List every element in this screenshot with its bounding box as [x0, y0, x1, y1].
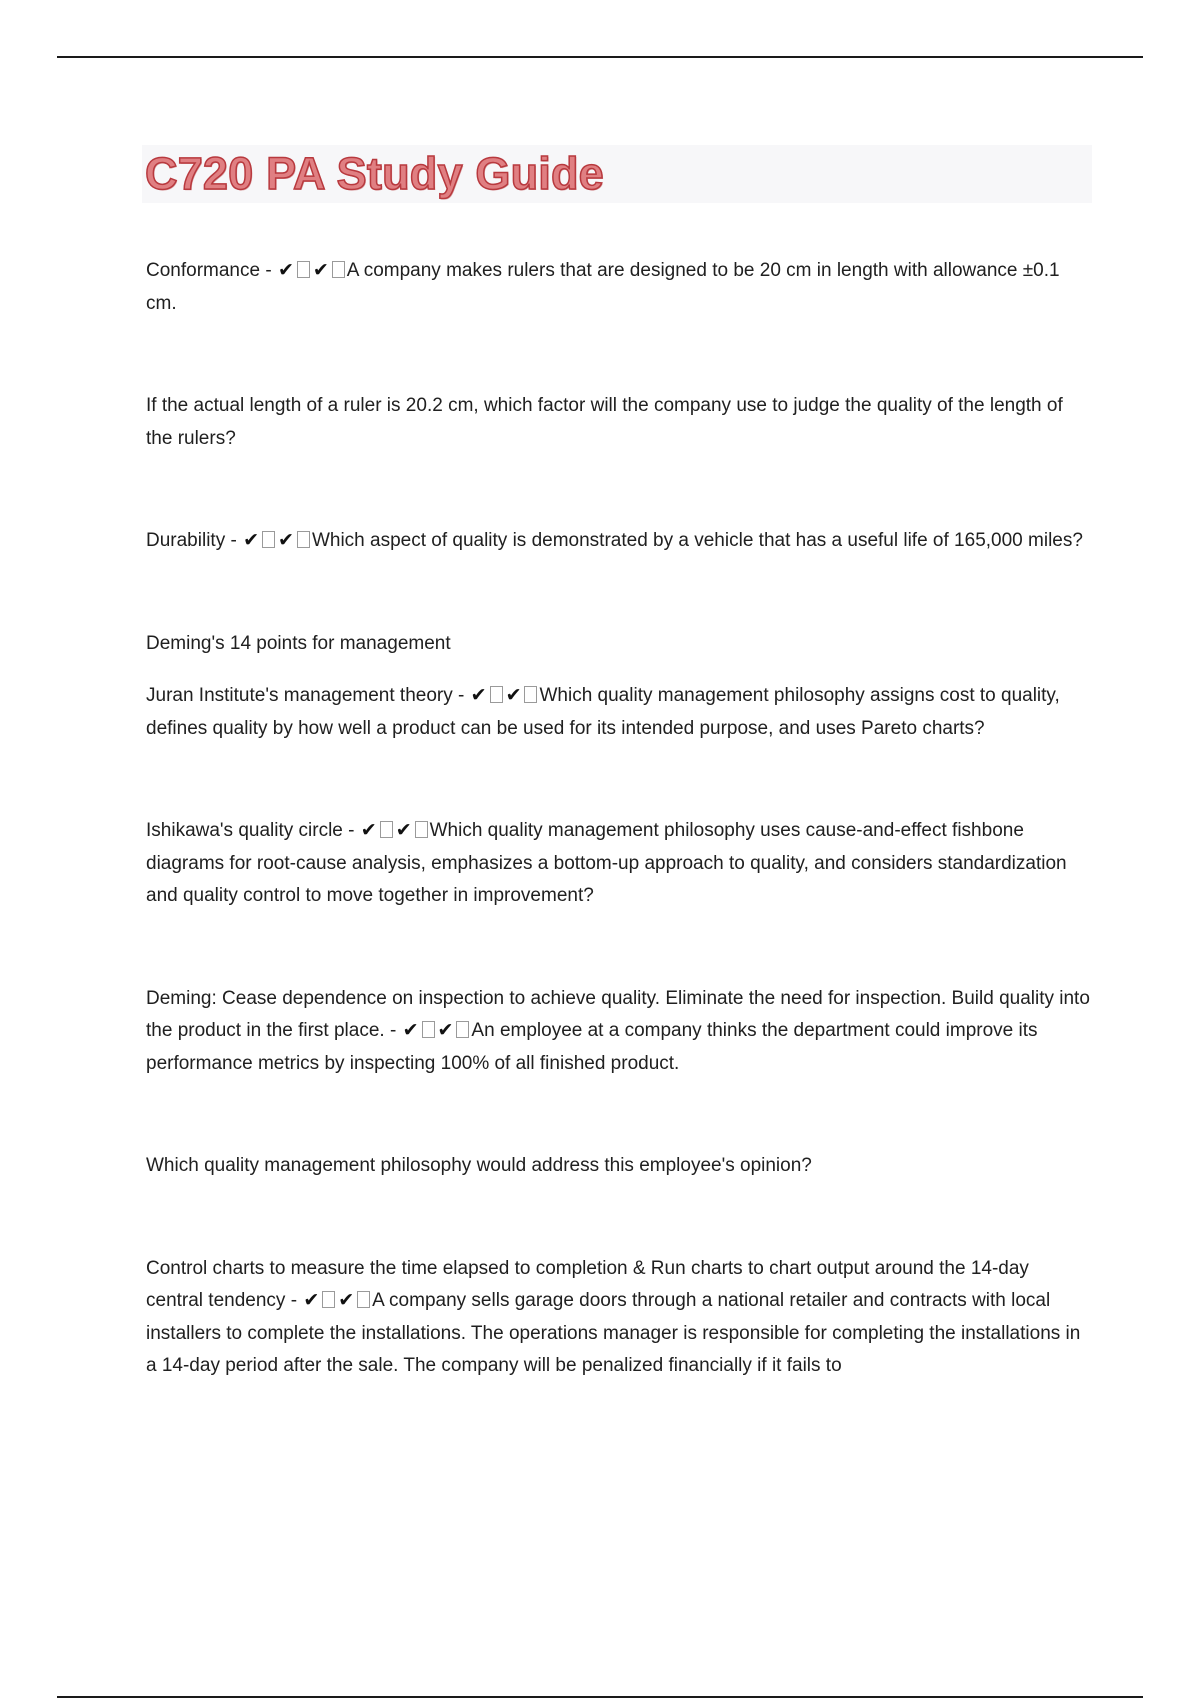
separator: - [285, 1290, 303, 1311]
qa-term: Juran Institute's management theory [146, 685, 453, 706]
check-icon: ✔ [470, 685, 487, 706]
missing-glyph-box [415, 821, 428, 838]
qa-answer: An employee at a company thinks the department could improve its performance metrics by inspecting 100% of all finished product. [146, 1020, 1038, 1074]
check-icon: ✔ [505, 685, 522, 706]
separator: - [384, 1020, 402, 1041]
qa-conformance [146, 255, 1091, 320]
separator: - [260, 260, 277, 281]
missing-glyph-box [322, 1291, 335, 1308]
qa-term: Ishikawa's quality circle [146, 820, 343, 841]
missing-glyph-box [297, 261, 310, 278]
document-body [146, 255, 1091, 1383]
check-icon: ✔ [278, 530, 294, 551]
missing-glyph-box [380, 821, 393, 838]
missing-glyph-box [524, 686, 537, 703]
check-icon: ✔ [312, 260, 329, 281]
check-icon: ✔ [303, 1290, 320, 1311]
separator: - [452, 685, 470, 706]
qa-term: Conformance [146, 260, 261, 281]
qa-control-charts [146, 1253, 1091, 1383]
heading-deming-14-points: Deming's 14 points for management [146, 632, 451, 654]
missing-glyph-box [332, 261, 345, 278]
check-icon: ✔ [402, 1020, 419, 1041]
missing-glyph-box [357, 1291, 370, 1308]
separator: - [225, 530, 243, 551]
qa-answer: Which quality management philosophy uses cause-and-effect fishbone diagrams for root-cause analysis, emphasizes a bottom-up approach to quality, and considers standardization and quality control to move together in improvement? [146, 820, 1067, 906]
check-icon: ✔ [395, 820, 412, 841]
qa-term: Control charts to measure the time elapsed to completion & Run charts to chart output around the 14-day central tendency [146, 1257, 1029, 1311]
question-ruler-length: If the actual length of a ruler is 20.2 cm, which factor will the company use to judge the quality of the length of the rulers? [146, 395, 1063, 449]
missing-glyph-box [297, 531, 310, 548]
missing-glyph-box [490, 686, 503, 703]
top-rule [57, 56, 1143, 58]
check-icon: ✔ [277, 260, 294, 281]
qa-answer: A company sells garage doors through a national retailer and contracts with local installers to complete the installations. The operations manager is responsible for completing the installations in a 14-day period after the sale. The company will be penalized financially if it fails to [146, 1290, 1081, 1376]
qa-term: Deming: Cease dependence on inspection to achieve quality. Eliminate the need for inspection. Build quality into the product in the first place. [146, 987, 1090, 1041]
question-employee-opinion: Which quality management philosophy would address this employee's opinion? [146, 1155, 812, 1176]
qa-answer: Which quality management philosophy assigns cost to quality, defines quality by how well a product can be used for its intended purpose, and uses Pareto charts? [146, 685, 1060, 739]
qa-answer: A company makes rulers that are designed to be 20 cm in length with allowance ±0.1 cm. [146, 260, 1060, 314]
missing-glyph-box [262, 531, 275, 548]
check-icon: ✔ [338, 1290, 355, 1311]
page-title: C720 PA Study Guide [145, 148, 604, 199]
qa-deming-inspection [146, 983, 1091, 1081]
qa-durability [146, 525, 1091, 558]
missing-glyph-box [422, 1021, 435, 1038]
check-icon: ✔ [360, 820, 377, 841]
check-icon: ✔ [437, 1020, 454, 1041]
bottom-rule [57, 1696, 1143, 1698]
check-icon: ✔ [243, 530, 260, 551]
qa-ishikawa [146, 815, 1091, 913]
separator: - [342, 820, 360, 841]
missing-glyph-box [456, 1021, 469, 1038]
qa-answer: Which aspect of quality is demonstrated by a vehicle that has a useful life of 165,000 miles? [311, 530, 1083, 551]
qa-juran [146, 680, 1091, 745]
qa-term: Durability [146, 530, 226, 551]
